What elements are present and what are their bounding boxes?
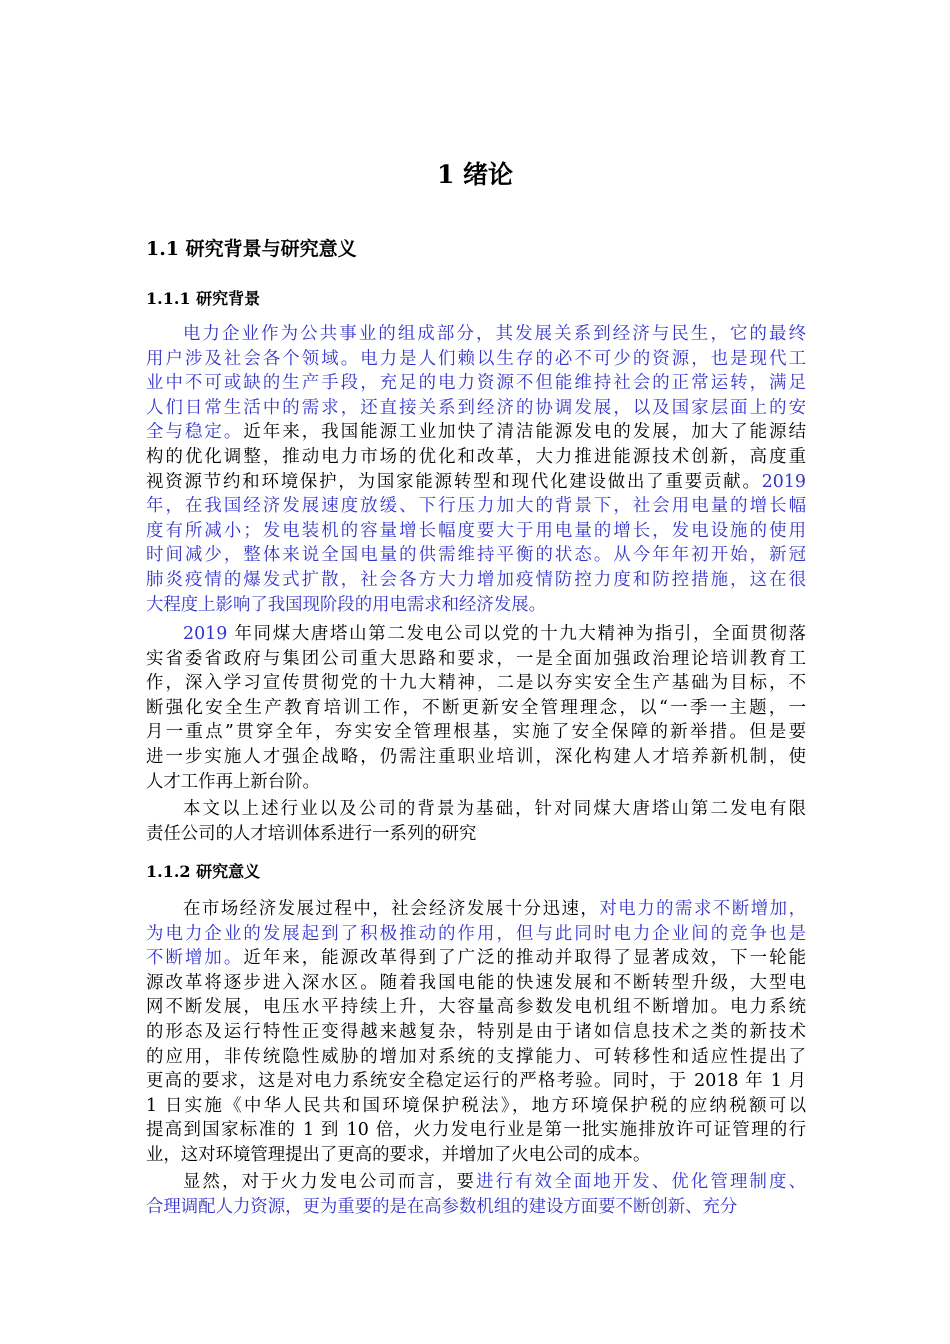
body-text: 更高的要求，这是对电力系统安全稳定运行的严格考验。同时，于 2018 年 1 月 [146, 1071, 806, 1092]
subsection-heading-background: 1.1.1 研究背景 [146, 289, 261, 308]
text-line [146, 922, 806, 947]
text-line [146, 647, 806, 672]
text-line [146, 946, 806, 971]
body-text: 断强化安全生产教育培训工作，不断更新安全管理理念，以“一季一主题，一 [146, 697, 806, 718]
body-text: 实省委省政府与集团公司重大思路和要求，一是全面加强政治理论培训教育工 [146, 648, 806, 669]
highlighted-text: 全与稳定。 [146, 422, 244, 443]
highlighted-text: 合理调配人力资源，更为重要的是在高参数机组的建设方面要不断创新、充分 [146, 1196, 738, 1217]
text-line [146, 420, 806, 445]
chapter-heading: 1 绪论 [436, 160, 514, 189]
text-line [146, 1069, 806, 1094]
highlighted-text: 2019 [183, 624, 228, 644]
body-text: 作，深入学习宣传贯彻党的十九大精神，二是以夯实安全生产基础为目标，不 [146, 673, 806, 694]
body-text: 提高到国家标准的 1 到 10 倍，火力发电行业是第一批实施排放许可证管理的行 [146, 1120, 806, 1141]
highlighted-text: 电力企业作为公共事业的组成部分，其发展关系到经济与民生，它的最终 [183, 324, 806, 344]
text-line [146, 396, 806, 421]
body-text: 年同煤大唐塔山第二发电公司以党的十九大精神为指引，全面贯彻落 [227, 624, 806, 644]
body-text: 近年来，能源改革得到了广泛的推动并取得了显著成效，下一轮能 [243, 948, 806, 969]
highlighted-text: 业中不可或缺的生产手段，充足的电力资源不但能维持社会的正常运转，满足 [146, 373, 806, 394]
body-text: 的形态及运行特性正变得越来越复杂，特别是由于诸如信息技术之类的新技术 [146, 1021, 806, 1042]
highlighted-text: 不断增加。 [146, 948, 244, 969]
text-line [146, 1143, 806, 1168]
body-text: 进一步实施人才强企战略，仍需注重职业培训，深化构建人才培养新机制，使 [146, 746, 806, 767]
text-line [146, 543, 806, 568]
text-line [146, 671, 806, 696]
text-line [146, 995, 806, 1020]
paragraph [146, 322, 806, 617]
text-line [146, 1170, 806, 1195]
body-text: 在市场经济发展过程中，社会经济发展十分迅速， [183, 899, 600, 919]
text-line [146, 519, 806, 544]
text-line [146, 371, 806, 396]
text-line [146, 622, 806, 647]
highlighted-text: 对电力的需求不断增加， [599, 899, 806, 919]
body-text: 源改革将逐步进入深水区。随着我国电能的快速发展和不断转型升级，大型电 [146, 972, 806, 993]
paragraph [146, 1170, 806, 1219]
text-line [146, 1118, 806, 1143]
highlighted-text: 时间减少，整体来说全国电量的供需维持平衡的状态。从今年年初开始，新冠 [146, 545, 806, 566]
text-line [146, 494, 806, 519]
text-line [146, 568, 806, 593]
body-text: 责任公司的人才培训体系进行一系列的研究 [146, 823, 477, 844]
body-text: 本文以上述行业以及公司的背景为基础，针对同煤大唐塔山第二发电有限 [183, 799, 806, 819]
paragraph [146, 622, 806, 794]
highlighted-text: 大程度上影响了我国现阶段的用电需求和经济发展。 [146, 594, 546, 615]
highlighted-text: 人们日常生活中的需求，还直接关系到经济的协调发展，以及国家层面上的安 [146, 397, 806, 418]
highlighted-text: 用户涉及社会各个领域。电力是人们赖以生存的必不可少的资源，也是现代工 [146, 348, 806, 369]
text-line [146, 720, 806, 745]
subsection-heading-significance: 1.1.2 研究意义 [146, 862, 261, 881]
body-text: 的应用，非传统隐性威胁的增加对系统的支撑能力、可转移性和适应性提出了 [146, 1046, 806, 1067]
highlighted-text: 年，在我国经济发展速度放缓、下行压力加大的背景下，社会用电量的增长幅 [146, 496, 806, 517]
text-line [146, 770, 806, 795]
text-line [146, 971, 806, 996]
paragraph [146, 797, 806, 846]
paragraph [146, 897, 806, 1168]
text-line [146, 322, 806, 347]
body-text: 网不断发展，电压水平持续上升，大容量高参数发电机组不断增加。电力系统 [146, 997, 806, 1018]
highlighted-text: 2019 [761, 471, 806, 492]
text-line [146, 822, 806, 847]
body-text: 1 日实施《中华人民共和国环境保护税法》，地方环境保护税的应纳税额可以 [146, 1095, 806, 1116]
text-line [146, 1195, 806, 1220]
body-text: 显然，对于火力发电公司而言，要 [183, 1172, 477, 1192]
text-line [146, 745, 806, 770]
body-text: 月一重点”贯穿全年，夯实安全管理根基，实施了安全保障的新举措。但是要 [146, 722, 806, 743]
section-heading: 1.1 研究背景与研究意义 [146, 238, 357, 260]
highlighted-text: 进行有效全面地开发、优化管理制度、 [476, 1172, 806, 1192]
body-text: 业，这对环境管理提出了更高的要求，并增加了火电公司的成本。 [146, 1144, 651, 1165]
body-text: 视资源节约和环境保护，为国家能源转型和现代化建设做出了重要贡献。 [146, 471, 762, 492]
body-text: 近年来，我国能源工业加快了清洁能源发电的发展，加大了能源结 [243, 422, 806, 443]
text-line [146, 1020, 806, 1045]
text-line [146, 897, 806, 922]
text-line [146, 593, 806, 618]
text-line [146, 696, 806, 721]
text-line [146, 470, 806, 495]
text-line [146, 347, 806, 372]
body-text: 人才工作再上新台阶。 [146, 771, 320, 792]
highlighted-text: 肺炎疫情的爆发式扩散，社会各方大力增加疫情防控力度和防控措施，这在很 [146, 569, 806, 590]
highlighted-text: 为电力企业的发展起到了积极推动的作用，但与此同时电力企业间的竞争也是 [146, 923, 806, 944]
text-line [146, 445, 806, 470]
body-text: 构的优化调整，推动电力市场的优化和改革，大力推进能源技术创新，高度重 [146, 446, 806, 467]
text-line [146, 1045, 806, 1070]
text-line [146, 797, 806, 822]
text-line [146, 1094, 806, 1119]
highlighted-text: 度有所减小；发电装机的容量增长幅度要大于用电量的增长，发电设施的使用 [146, 520, 806, 541]
